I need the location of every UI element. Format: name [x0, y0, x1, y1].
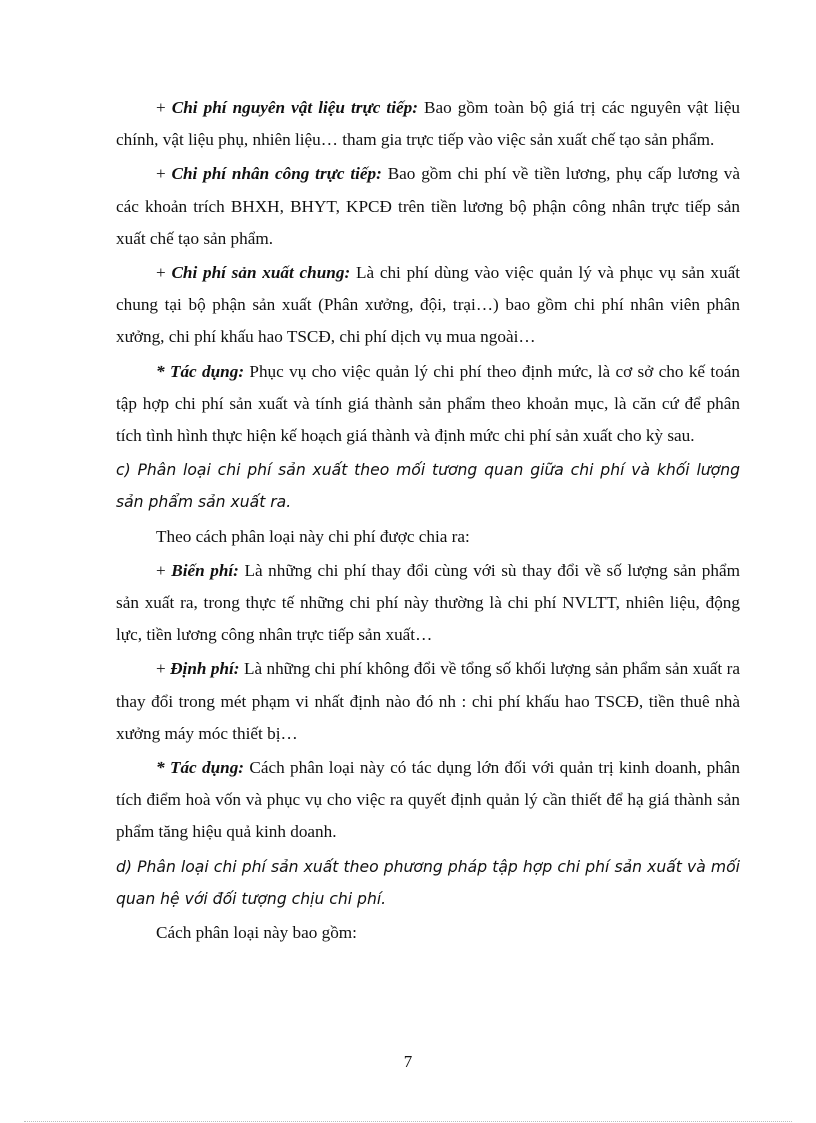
- paragraph-effect-2: [116, 752, 740, 849]
- text-direct-labor: Bao gồm chi phí về tiền lương, phụ cấp lương và các khoản trích BHXH, BHYT, KPCĐ trên tiền lương bộ phận công nhân trực tiếp sản xuất chế tạo sản phẩm.: [116, 164, 740, 248]
- term-variable-cost: Biến phí:: [171, 560, 239, 580]
- term-fixed-cost: Định phí:: [170, 659, 240, 679]
- page-content: [116, 92, 740, 951]
- term-direct-labor: Chi phí nhân công trực tiếp:: [171, 164, 382, 184]
- heading-d: d) Phân loại chi phí sản xuất theo phương pháp tập hợp chi phí sản xuất và mối quan hệ với đối tượng chịu chi phí.: [116, 857, 740, 908]
- term-effect-2: * Tác dụng:: [156, 758, 245, 778]
- page-number: 7: [403, 1052, 413, 1071]
- text-direct-material: Bao gồm toàn bộ giá trị các nguyên vật liệu chính, vật liệu phụ, nhiên liệu… tham gia trực tiếp vào việc sản xuất chế tạo sản phẩm.: [116, 98, 740, 150]
- term-effect-1: * Tác dụng:: [156, 361, 245, 381]
- text-overhead: Là chi phí dùng vào việc quản lý và phục vụ sản xuất chung tại bộ phận sản xuất (Phân xưởng, đội, trại…) bao gồm chi phí nhân viên phân xưởng, chi phí khấu hao TSCĐ, chi phí dịch vụ mua ngoài…: [116, 263, 740, 347]
- text-fixed-cost: Là những chi phí không đổi về tổng số khối lượng sản phẩm sản xuất ra thay đổi trong mét phạm vi nhất định nào đó nh : chi phí khấu hao TSCĐ, tiền thuê nhà xưởng máy móc thiết bị…: [116, 659, 740, 743]
- bullet-lead: +: [156, 164, 172, 184]
- intro-c: Theo cách phân loại này chi phí được chia ra:: [156, 526, 470, 546]
- paragraph-direct-material: [116, 92, 740, 156]
- term-direct-material: Chi phí nguyên vật liệu trực tiếp:: [171, 98, 418, 117]
- bullet-lead: +: [156, 263, 172, 283]
- paragraph-fixed-cost: [116, 653, 740, 750]
- paragraph-variable-cost: [116, 555, 740, 652]
- bullet-lead: +: [156, 98, 172, 117]
- intro-d: Cách phân loại này bao gồm:: [156, 923, 357, 943]
- paragraph-direct-labor: [116, 158, 740, 255]
- paragraph-effect-1: [116, 356, 740, 453]
- bullet-lead: +: [156, 560, 172, 580]
- text-effect-2: Cách phân loại này có tác dụng lớn đối với quản trị kinh doanh, phân tích điểm hoà vốn và phục vụ cho việc ra quyết định quản lý cần thiết để hạ giá thành sản phẩm tăng hiệu quả kinh doanh.: [116, 758, 741, 842]
- paragraph-overhead: [116, 257, 740, 354]
- text-variable-cost: Là những chi phí thay đổi cùng với sù thay đổi về số lượng sản phẩm sản xuất ra, trong thực tế những chi phí này thường là chi phí NVLTT, nhiên liệu, động lực, tiền lương công nhân trực tiếp sản xuất…: [116, 560, 740, 645]
- term-overhead: Chi phí sản xuất chung:: [171, 263, 351, 283]
- text-effect-1: Phục vụ cho việc quản lý chi phí theo định mức, là cơ sở cho kế toán tập hợp chi phí sản xuất và tính giá thành sản phẩm theo khoản mục, là căn cứ để phân tích tình hình thực hiện kế hoạch giá thành và định mức chi phí sản xuất cho kỳ sau.: [116, 361, 741, 446]
- footer-dotted-rule: [24, 1121, 792, 1122]
- bullet-lead: +: [156, 659, 171, 679]
- heading-c: c) Phân loại chi phí sản xuất theo mối tương quan giữa chi phí và khối lượng sản phẩm sản xuất ra.: [116, 461, 740, 512]
